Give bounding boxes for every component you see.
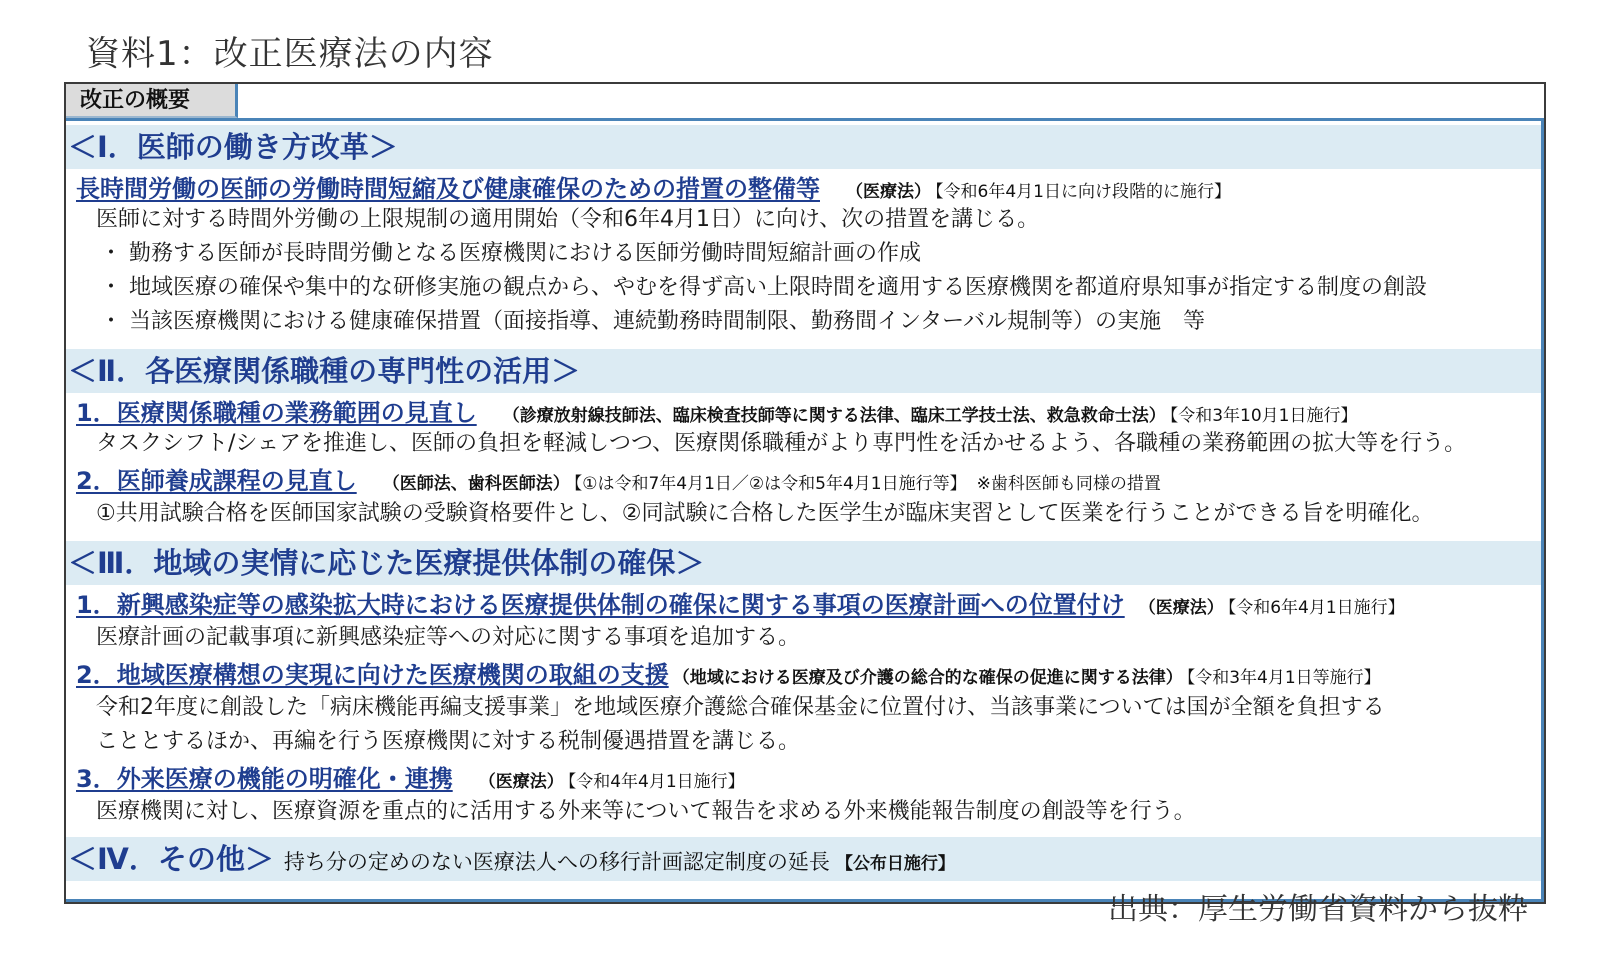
item-law: （診療放射線技師法、臨床検査技師等に関する法律、臨床工学技士法、救急救命士法） <box>502 406 1166 426</box>
item-date: 【令和6年4月1日施行】 <box>1227 598 1405 618</box>
section-heading-4-title: ＜Ⅳ．その他＞ <box>68 842 274 876</box>
section-4-summary <box>284 850 955 874</box>
item-title: 2．医師養成課程の見直し <box>76 467 357 495</box>
item-law: （医療法） <box>846 182 931 202</box>
item-heading <box>76 763 745 798</box>
item-note: ※歯科医師も同様の措置 <box>976 474 1161 494</box>
item-law: （地域における医療及び介護の総合的な確保の促進に関する法律） <box>672 668 1183 688</box>
item-heading <box>76 589 1405 624</box>
summary-tab-label: 改正の概要 <box>66 84 238 118</box>
item-title: 2．地域医療構想の実現に向けた医療機関の取組の支援 <box>76 661 669 689</box>
item-text: こととするほか、再編を行う医療機関に対する税制優遇措置を講じる。 <box>96 729 801 754</box>
bullet-item: ・ 地域医療の確保や集中的な研修実施の観点から、やむを得ず高い上限時間を適用する医療機関を都道府県知事が指定する制度の創設 <box>100 275 1427 300</box>
section-heading-2: ＜Ⅱ．各医療関係職種の専門性の活用＞ <box>66 349 1541 393</box>
item-law: （医療法） <box>478 772 564 792</box>
item-text: ①共用試験合格を医師国家試験の受験資格要件とし、②同試験に合格した医学生が臨床実習として医業を行うことができる旨を明確化。 <box>96 501 1434 526</box>
item-heading <box>76 173 1231 208</box>
item-text: 令和2年度に創設した「病床機能再編支援事業」を地域医療介護総合確保基金に位置付け、当該事業については国が全額を負担する <box>96 695 1385 720</box>
summary-body <box>66 118 1544 902</box>
item-date: 【令和4年4月1日施行】 <box>567 772 745 792</box>
item-text: タスクシフト/シェアを推進し、医師の負担を軽減しつつ、医療関係職種がより専門性を活かせるよう、各職種の業務範囲の拡大等を行う。 <box>96 431 1467 456</box>
item-date: 【令和3年4月1日等施行】 <box>1186 668 1381 688</box>
item-law: （医療法） <box>1138 598 1224 618</box>
item-law: （医師法、歯科医師法） <box>382 474 570 494</box>
item-text: 医療計画の記載事項に新興感染症等への対応に関する事項を追加する。 <box>96 625 801 650</box>
summary-frame <box>64 82 1546 904</box>
source-credit: 出典：厚生労働省資料から抜粋 <box>1108 892 1528 927</box>
section-heading-4 <box>66 837 1541 881</box>
item-title: 長時間労働の医師の労働時間短縮及び健康確保のための措置の整備等 <box>76 175 820 203</box>
section-heading-1: ＜Ⅰ．医師の働き方改革＞ <box>66 125 1541 169</box>
item-heading <box>76 397 1357 432</box>
section-4-date: 【公布日施行】 <box>835 854 955 874</box>
item-title: 1．医療関係職種の業務範囲の見直し <box>76 399 477 427</box>
bullet-item: ・ 当該医療機関における健康確保措置（面接指導、連続勤務時間制限、勤務間インターバル規制等）の実施 等 <box>100 309 1206 334</box>
item-text: 医師に対する時間外労働の上限規制の適用開始（令和6年4月1日）に向け、次の措置を講じる。 <box>96 207 1040 232</box>
item-text: 医療機関に対し、医療資源を重点的に活用する外来等について報告を求める外来機能報告制度の創設等を行う。 <box>96 799 1196 824</box>
item-heading <box>76 465 1161 500</box>
item-date: 【令和6年4月1日に向け段階的に施行】 <box>935 182 1231 202</box>
section-4-summary-text: 持ち分の定めのない医療法人への移行計画認定制度の延長 <box>283 850 830 874</box>
section-heading-3: ＜Ⅲ．地域の実情に応じた医療提供体制の確保＞ <box>66 541 1541 585</box>
bullet-item: ・ 勤務する医師が長時間労働となる医療機関における医師労働時間短縮計画の作成 <box>100 241 921 266</box>
item-date: 【①は令和7年4月1日／②は令和5年4月1日施行等】 <box>573 474 967 494</box>
item-title: 3．外来医療の機能の明確化・連携 <box>76 765 453 793</box>
document-title: 資料1：改正医療法の内容 <box>86 34 494 74</box>
item-heading <box>76 659 1381 694</box>
item-title: 1．新興感染症等の感染拡大時における医療提供体制の確保に関する事項の医療計画への位置付け <box>76 591 1125 619</box>
item-date: 【令和3年10月1日施行】 <box>1169 406 1358 426</box>
